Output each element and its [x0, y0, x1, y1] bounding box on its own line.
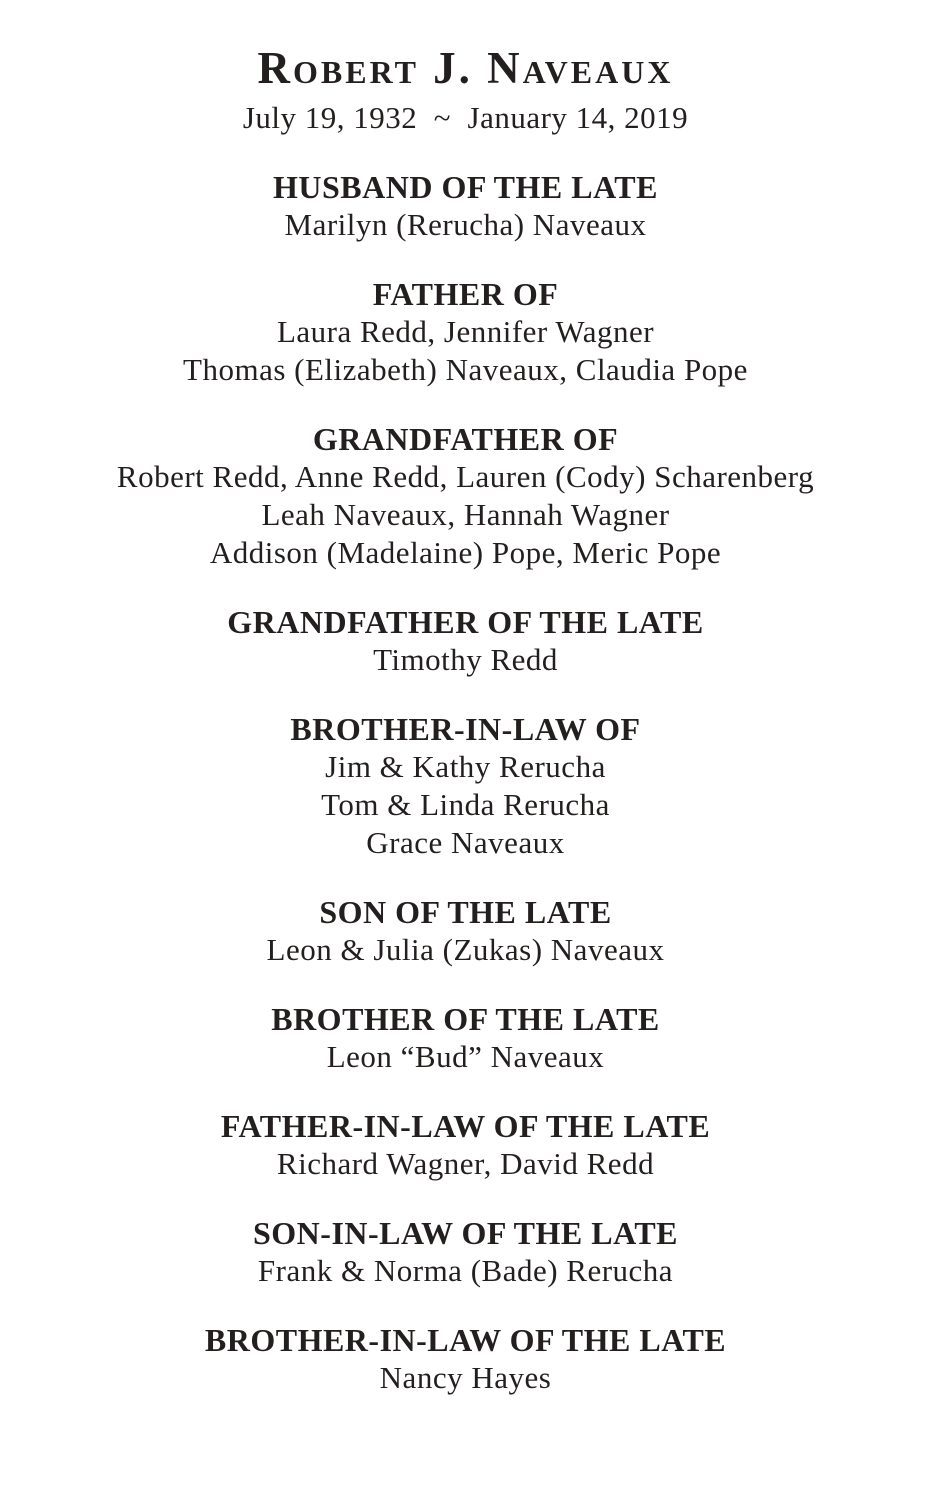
section-son-in-law-of-the-late: [0, 1214, 931, 1290]
section-line: Tom & Linda Rerucha: [321, 787, 610, 822]
section-line: Thomas (Elizabeth) Naveaux, Claudia Pope: [183, 352, 748, 387]
section-line: Marilyn (Rerucha) Naveaux: [284, 207, 647, 242]
section-line: Grace Naveaux: [366, 825, 565, 860]
section-son-of-the-late: [0, 893, 931, 969]
section-heading: BROTHER-IN-LAW OF THE LATE: [204, 1322, 727, 1358]
section-line: Nancy Hayes: [379, 1360, 552, 1395]
section-father-of: [0, 275, 931, 389]
section-heading: GRANDFATHER OF THE LATE: [227, 604, 704, 640]
section-line: Leah Naveaux, Hannah Wagner: [261, 497, 670, 532]
section-heading: GRANDFATHER OF: [312, 421, 619, 457]
section-heading: BROTHER OF THE LATE: [271, 1001, 660, 1037]
section-heading: SON-IN-LAW OF THE LATE: [252, 1215, 678, 1251]
section-heading: FATHER-IN-LAW OF THE LATE: [220, 1108, 711, 1144]
section-line: Frank & Norma (Bade) Rerucha: [257, 1253, 674, 1288]
section-grandfather-of-the-late: [0, 603, 931, 679]
section-line: Leon & Julia (Zukas) Naveaux: [266, 932, 665, 967]
section-heading: HUSBAND OF THE LATE: [273, 169, 658, 205]
section-line: Laura Redd, Jennifer Wagner: [276, 314, 655, 349]
section-line: Robert Redd, Anne Redd, Lauren (Cody) Scharenberg: [116, 459, 815, 494]
section-father-in-law-of-the-late: [0, 1107, 931, 1183]
deceased-name: Robert J. Naveaux: [257, 43, 674, 93]
section-heading: FATHER OF: [372, 276, 559, 312]
section-heading: SON OF THE LATE: [319, 894, 612, 930]
section-line: Addison (Madelaine) Pope, Meric Pope: [209, 535, 722, 570]
section-line: Jim & Kathy Rerucha: [325, 749, 606, 784]
section-brother-in-law-of-the-late: [0, 1321, 931, 1397]
section-brother-in-law-of: [0, 710, 931, 862]
life-dates: July 19, 1932 ~ January 14, 2019: [242, 100, 689, 135]
section-brother-of-the-late: [0, 1000, 931, 1076]
section-grandfather-of: [0, 420, 931, 572]
section-line: Richard Wagner, David Redd: [276, 1146, 655, 1181]
section-husband-of-the-late: [0, 168, 931, 244]
section-heading: BROTHER-IN-LAW OF: [290, 711, 641, 747]
section-line: Timothy Redd: [373, 642, 558, 677]
section-line: Leon “Bud” Naveaux: [326, 1039, 605, 1074]
